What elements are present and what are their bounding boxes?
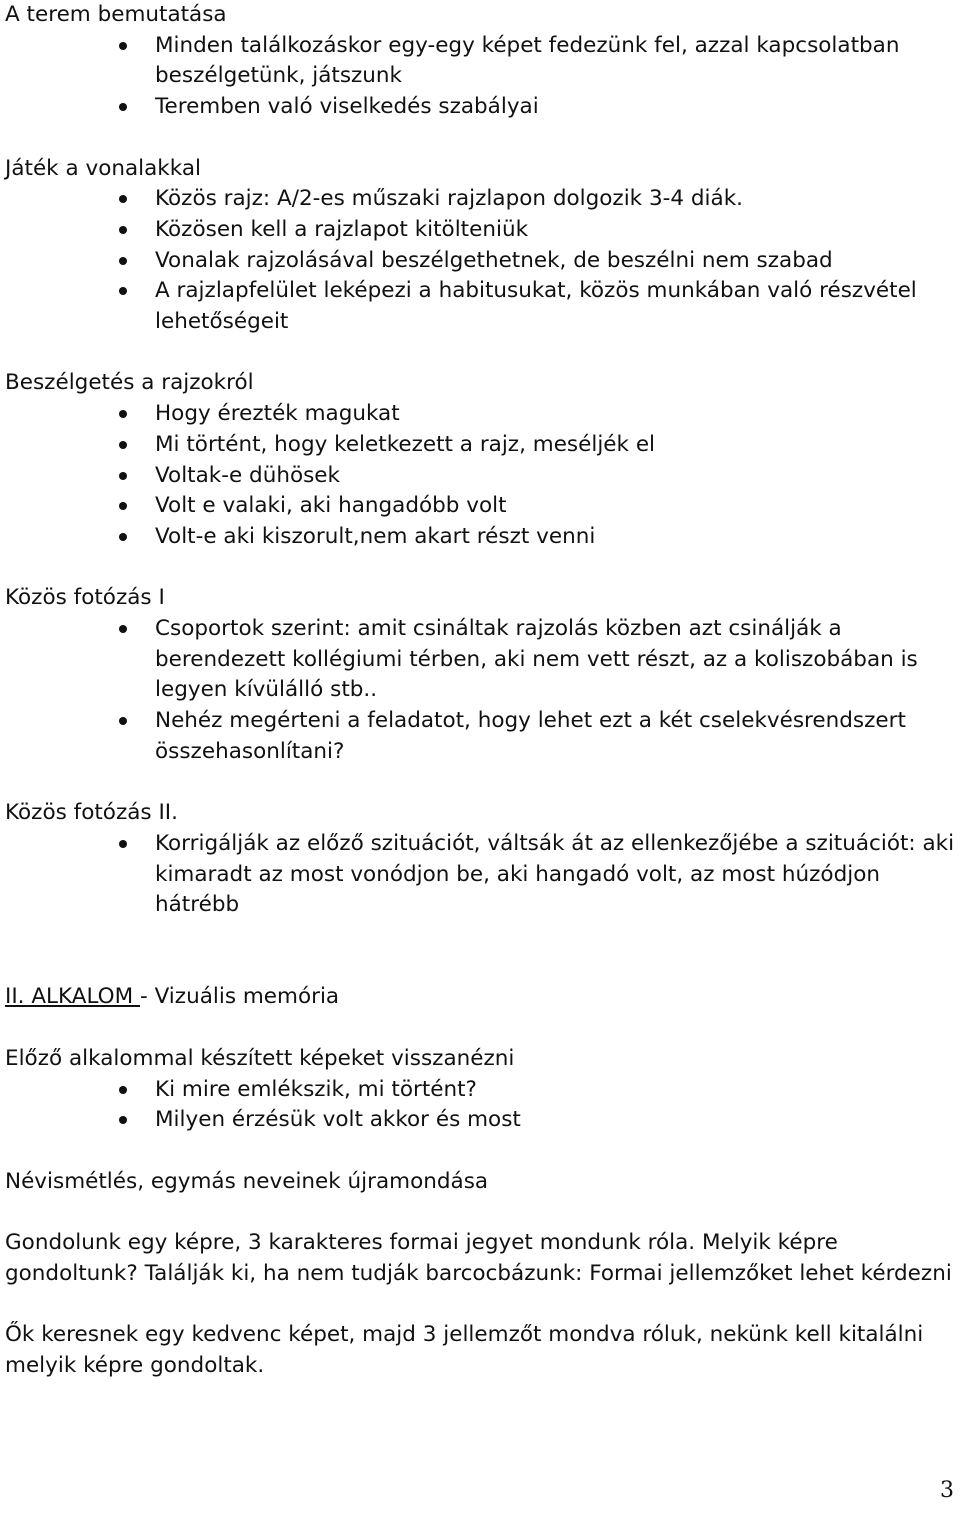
bullet-icon [119, 195, 127, 203]
bullet-icon [119, 533, 127, 541]
list-item: Korrigálják az előző szituációt, váltsák át az ellenkezőjébe a szituációt: aki kimaradt az most vonódjon be, aki hangadó volt, az most húzódjon hátrébb [5, 829, 955, 921]
list-item: Volt e valaki, aki hangadóbb volt [5, 491, 955, 522]
paragraph: Ők keresnek egy kedvenc képet, majd 3 jellemzőt mondva róluk, nekünk kell kitalálni melyik képre gondoltak. [5, 1322, 924, 1378]
bullet-list [5, 31, 955, 123]
bullet-list [5, 614, 955, 768]
bullet-icon [119, 42, 127, 50]
paragraph: Névismétlés, egymás neveinek újramondása [5, 1168, 489, 1194]
section-heading: Beszélgetés a rajzokról [5, 370, 254, 396]
bullet-icon [119, 226, 127, 234]
bullet-icon [119, 502, 127, 510]
bullet-icon [119, 441, 127, 449]
bullet-list [5, 184, 955, 338]
list-item: Volt-e aki kiszorult,nem akart részt venni [5, 522, 955, 553]
bullet-icon [119, 717, 127, 725]
bullet-icon [119, 410, 127, 418]
section-heading: Közös fotózás I [5, 585, 165, 611]
section-heading: Közös fotózás II. [5, 800, 178, 826]
list-item: Voltak-e dühösek [5, 461, 955, 492]
list-item: A rajzlapfelület leképezi a habitusukat, közös munkában való részvétel lehetőségeit [5, 276, 955, 337]
bullet-list [5, 1075, 955, 1136]
list-item: Vonalak rajzolásával beszélgethetnek, de beszélni nem szabad [5, 246, 955, 277]
bullet-icon [119, 257, 127, 265]
bullet-icon [119, 625, 127, 633]
bullet-icon [119, 472, 127, 480]
list-item: Közös rajz: A/2-es műszaki rajzlapon dolgozik 3-4 diák. [5, 184, 955, 215]
section-heading: Játék a vonalakkal [5, 155, 201, 181]
bullet-icon [119, 1086, 127, 1094]
list-item: Mi történt, hogy keletkezett a rajz, meséljék el [5, 430, 955, 461]
lesson-title [5, 982, 955, 1013]
bullet-icon [119, 840, 127, 848]
paragraph: Gondolunk egy képre, 3 karakteres formai jegyet mondunk róla. Melyik képre gondoltunk? Találják ki, ha nem tudják barcocbázunk: Formai jellemzőket lehet kérdezni [5, 1230, 952, 1286]
document-page [5, 0, 955, 1382]
page-number: 3 [940, 1478, 954, 1503]
lesson-subheading: Előző alkalommal készített képeket visszanézni [5, 1045, 515, 1071]
list-item: Minden találkozáskor egy-egy képet fedezünk fel, azzal kapcsolatban beszélgetünk, játszunk [5, 31, 955, 92]
lesson-title-underlined: II. ALKALOM [5, 984, 140, 1010]
list-item: Teremben való viselkedés szabályai [5, 92, 955, 123]
list-item: Milyen érzésük volt akkor és most [5, 1105, 955, 1136]
bullet-list [5, 829, 955, 921]
bullet-icon [119, 103, 127, 111]
list-item: Nehéz megérteni a feladatot, hogy lehet ezt a két cselekvésrendszert összehasonlítani? [5, 706, 955, 767]
list-item: Ki mire emlékszik, mi történt? [5, 1075, 955, 1106]
bullet-list [5, 399, 955, 553]
section-heading: A terem bemutatása [5, 2, 227, 27]
list-item: Csoportok szerint: amit csináltak rajzolás közben azt csinálják a berendezett kollégiumi térben, aki nem vett részt, az a koliszobában is legyen kívülálló stb.. [5, 614, 955, 706]
list-item: Közösen kell a rajzlapot kitölteniük [5, 215, 955, 246]
bullet-icon [119, 287, 127, 295]
list-item: Hogy érezték magukat [5, 399, 955, 430]
lesson-title-rest: - Vizuális memória [139, 984, 340, 1010]
bullet-icon [119, 1116, 127, 1124]
